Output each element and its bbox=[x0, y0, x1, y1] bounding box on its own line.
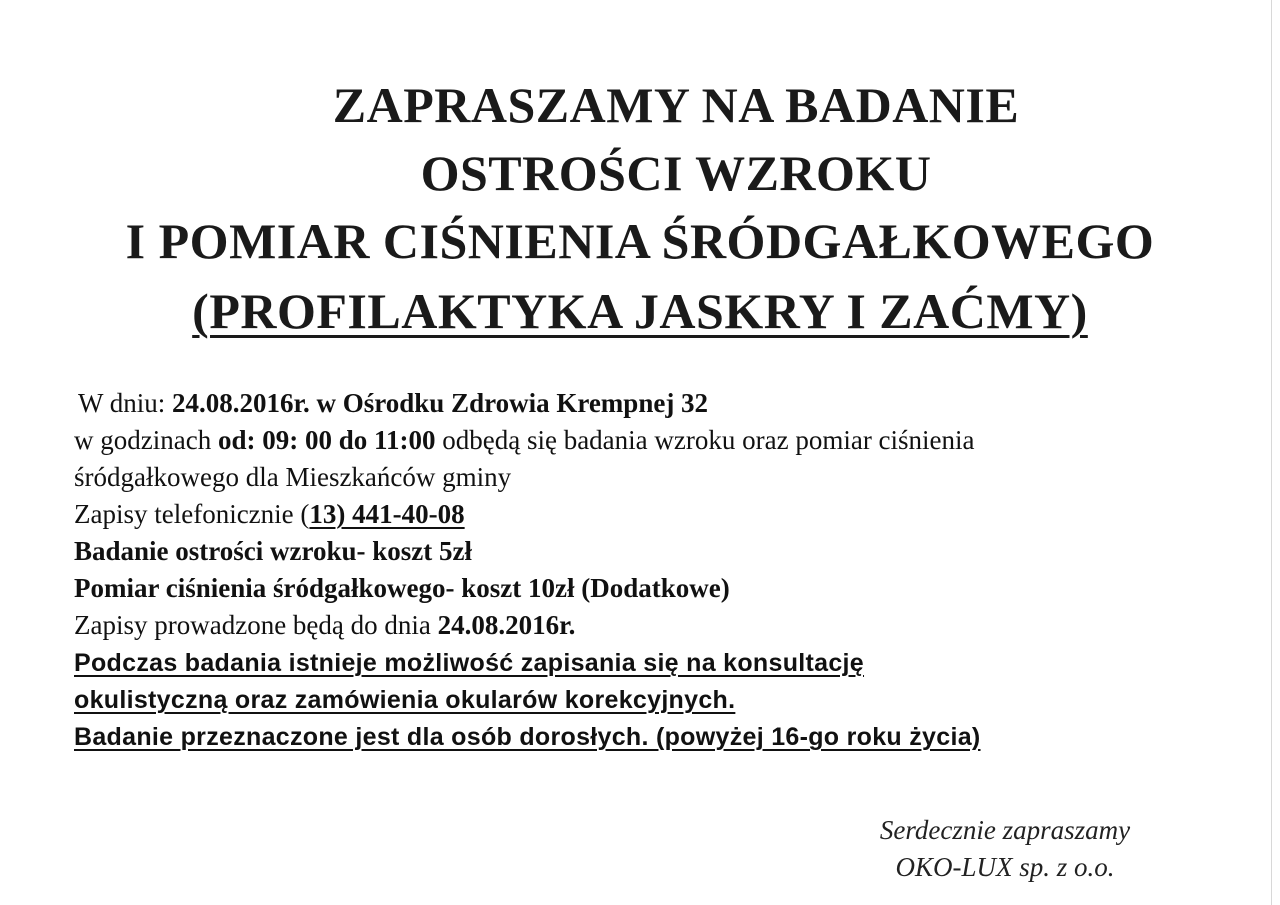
note-line-3 bbox=[74, 718, 1224, 755]
hours-suffix: odbędą się badania wzroku oraz pomiar ciśnienia bbox=[435, 425, 975, 455]
date-location-line bbox=[74, 385, 1224, 422]
note-text-2: okulistyczną oraz zamówienia okularów korekcyjnych. bbox=[74, 686, 736, 714]
deadline-date: 24.08.2016r. bbox=[437, 610, 576, 640]
note-text-1: Podczas badania istnieje możliwość zapisania się na konsultację bbox=[74, 649, 865, 677]
date-location: 24.08.2016r. w Ośrodku Zdrowia Krempnej 32 bbox=[172, 388, 709, 418]
date-prefix: W dniu: bbox=[78, 388, 172, 418]
residents-line: śródgałkowego dla Mieszkańców gminy bbox=[74, 462, 512, 492]
headline-line-2: OSTROŚCI WZROKU bbox=[420, 145, 932, 201]
signature-greeting: Serdecznie zapraszamy bbox=[879, 815, 1131, 845]
note-line-2 bbox=[74, 681, 1224, 718]
deadline-line bbox=[74, 607, 1224, 644]
hours: od: 09: 00 do 11:00 bbox=[217, 425, 436, 455]
signature-company: OKO-LUX sp. z o.o. bbox=[895, 852, 1115, 882]
headline-line-4: (PROFILAKTYKA JASKRY I ZAĆMY) bbox=[192, 283, 1088, 339]
headline-line-1: ZAPRASZAMY NA BADANIE bbox=[332, 77, 1020, 133]
hours-line bbox=[74, 422, 1224, 459]
phone-line bbox=[74, 496, 1224, 533]
scan-edge-line bbox=[1271, 0, 1272, 905]
hours-prefix: w godzinach bbox=[74, 425, 218, 455]
phone-number: 13) 441-40-08 bbox=[309, 499, 465, 529]
event-details bbox=[74, 385, 1224, 755]
signature-block bbox=[840, 812, 1170, 886]
price-vision-line: Badanie ostrości wzroku- koszt 5zł bbox=[74, 536, 472, 566]
deadline-prefix: Zapisy prowadzone będą do dnia bbox=[74, 610, 438, 640]
price-pressure-line: Pomiar ciśnienia śródgałkowego- koszt 10zł (Dodatkowe) bbox=[74, 573, 730, 603]
note-text-3: Badanie przeznaczone jest dla osób dorosłych. (powyżej 16-go roku życia) bbox=[74, 723, 981, 751]
note-line-1 bbox=[74, 644, 1224, 681]
headline-line-3: I POMIAR CIŚNIENIA ŚRÓDGAŁKOWEGO bbox=[125, 213, 1155, 269]
phone-prefix: Zapisy telefonicznie ( bbox=[74, 499, 310, 529]
